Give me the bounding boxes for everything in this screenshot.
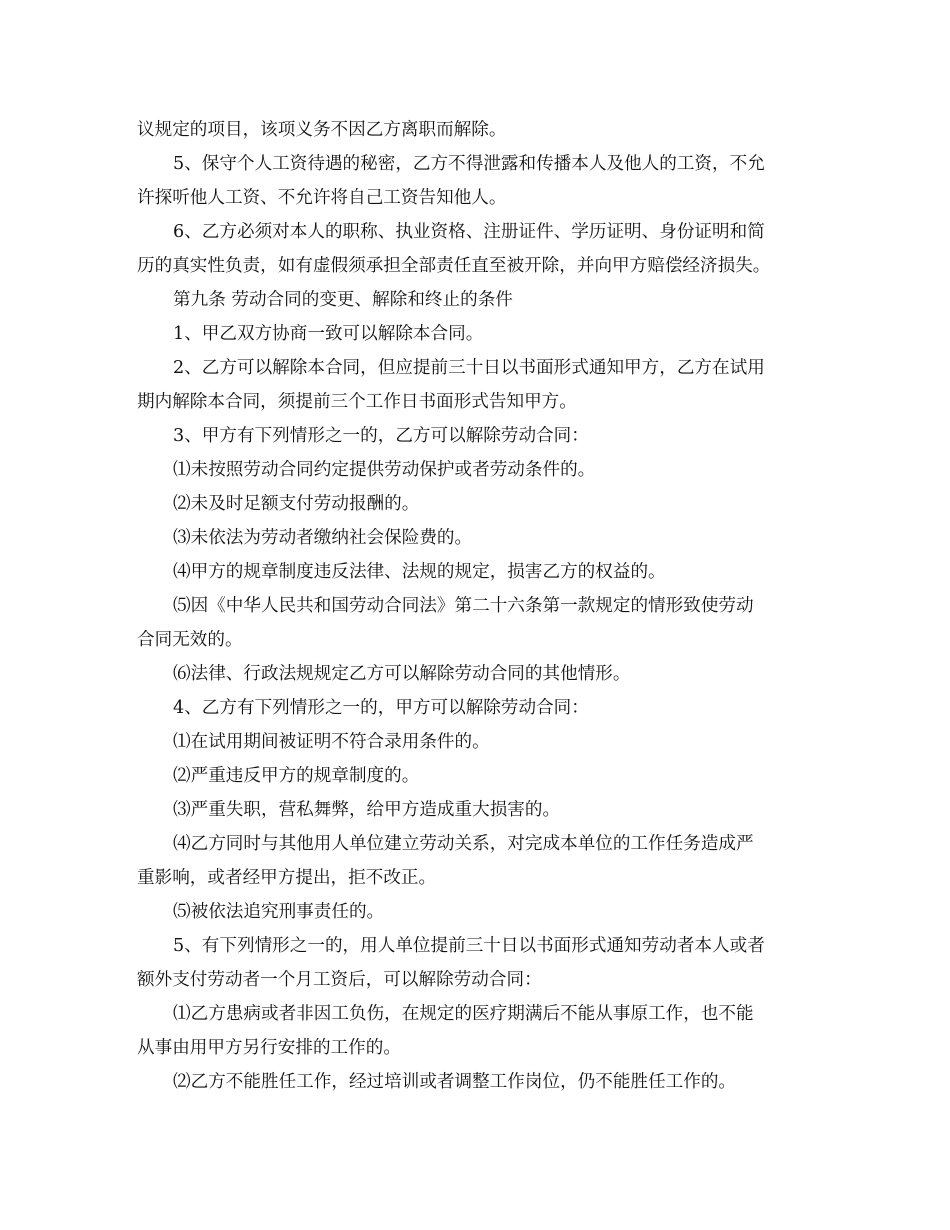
text-line: 1、甲乙双方协商一致可以解除本合同。 (173, 324, 484, 344)
list-item: ⑸被依法追究刑事责任的。 (173, 902, 385, 922)
list-item: ⑵乙方不能胜任工作，经过培训或者调整工作岗位，仍不能胜任工作的。 (173, 1072, 737, 1092)
list-item: ⑷甲方的规章制度违反法律、法规的规定，损害乙方的权益的。 (173, 562, 666, 582)
text-line: 议规定的项目，该项义务不因乙方离职而解除。 (137, 120, 507, 140)
list-item: ⑶严重失职，营私舞弊，给甲方造成重大损害的。 (173, 800, 561, 820)
text-line: 重影响，或者经甲方提出，拒不改正。 (137, 868, 437, 888)
text-line: 2、乙方可以解除本合同，但应提前三十日以书面形式通知甲方，乙方在试用 (173, 358, 765, 378)
text-line: 期内解除本合同，须提前三个工作日书面形式告知甲方。 (137, 392, 577, 412)
text-line: 许探听他人工资、不允许将自己工资告知他人。 (137, 188, 507, 208)
text-line: 3、甲方有下列情形之一的，乙方可以解除劳动合同： (173, 426, 589, 446)
document-body (137, 113, 827, 1099)
list-item: ⑴在试用期间被证明不符合录用条件的。 (173, 732, 490, 752)
text-line: 额外支付劳动者一个月工资后，可以解除劳动合同： (137, 970, 542, 990)
text-line: 合同无效的。 (137, 630, 243, 650)
list-item: ⑴未按照劳动合同约定提供劳动保护或者劳动条件的。 (173, 460, 596, 480)
list-item: ⑷乙方同时与其他用人单位建立劳动关系，对完成本单位的工作任务造成严 (173, 834, 754, 854)
text-line: 5、有下列情形之一的，用人单位提前三十日以书面形式通知劳动者本人或者 (173, 936, 765, 956)
text-line: 4、乙方有下列情形之一的，甲方可以解除劳动合同： (173, 698, 589, 718)
list-item: ⑸因《中华人民共和国劳动合同法》第二十六条第一款规定的情形致使劳动 (173, 596, 754, 616)
list-item: ⑵严重违反甲方的规章制度的。 (173, 766, 420, 786)
list-item: ⑴乙方患病或者非因工负伤，在规定的医疗期满后不能从事原工作，也不能 (173, 1004, 754, 1024)
list-item: ⑶未依法为劳动者缴纳社会保险费的。 (173, 528, 473, 548)
section-heading: 第九条 劳动合同的变更、解除和终止的条件 (173, 290, 513, 310)
text-line: 历的真实性负责，如有虚假须承担全部责任直至被开除，并向甲方赔偿经济损失。 (137, 256, 771, 276)
text-line: 5、保守个人工资待遇的秘密，乙方不得泄露和传播本人及他人的工资，不允 (173, 154, 765, 174)
text-line: 6、乙方必须对本人的职称、执业资格、注册证件、学历证明、身份证明和简 (173, 222, 765, 242)
text-line: 从事由用甲方另行安排的工作的。 (137, 1038, 401, 1058)
list-item: ⑹法律、行政法规规定乙方可以解除劳动合同的其他情形。 (173, 664, 631, 684)
list-item: ⑵未及时足额支付劳动报酬的。 (173, 494, 420, 514)
